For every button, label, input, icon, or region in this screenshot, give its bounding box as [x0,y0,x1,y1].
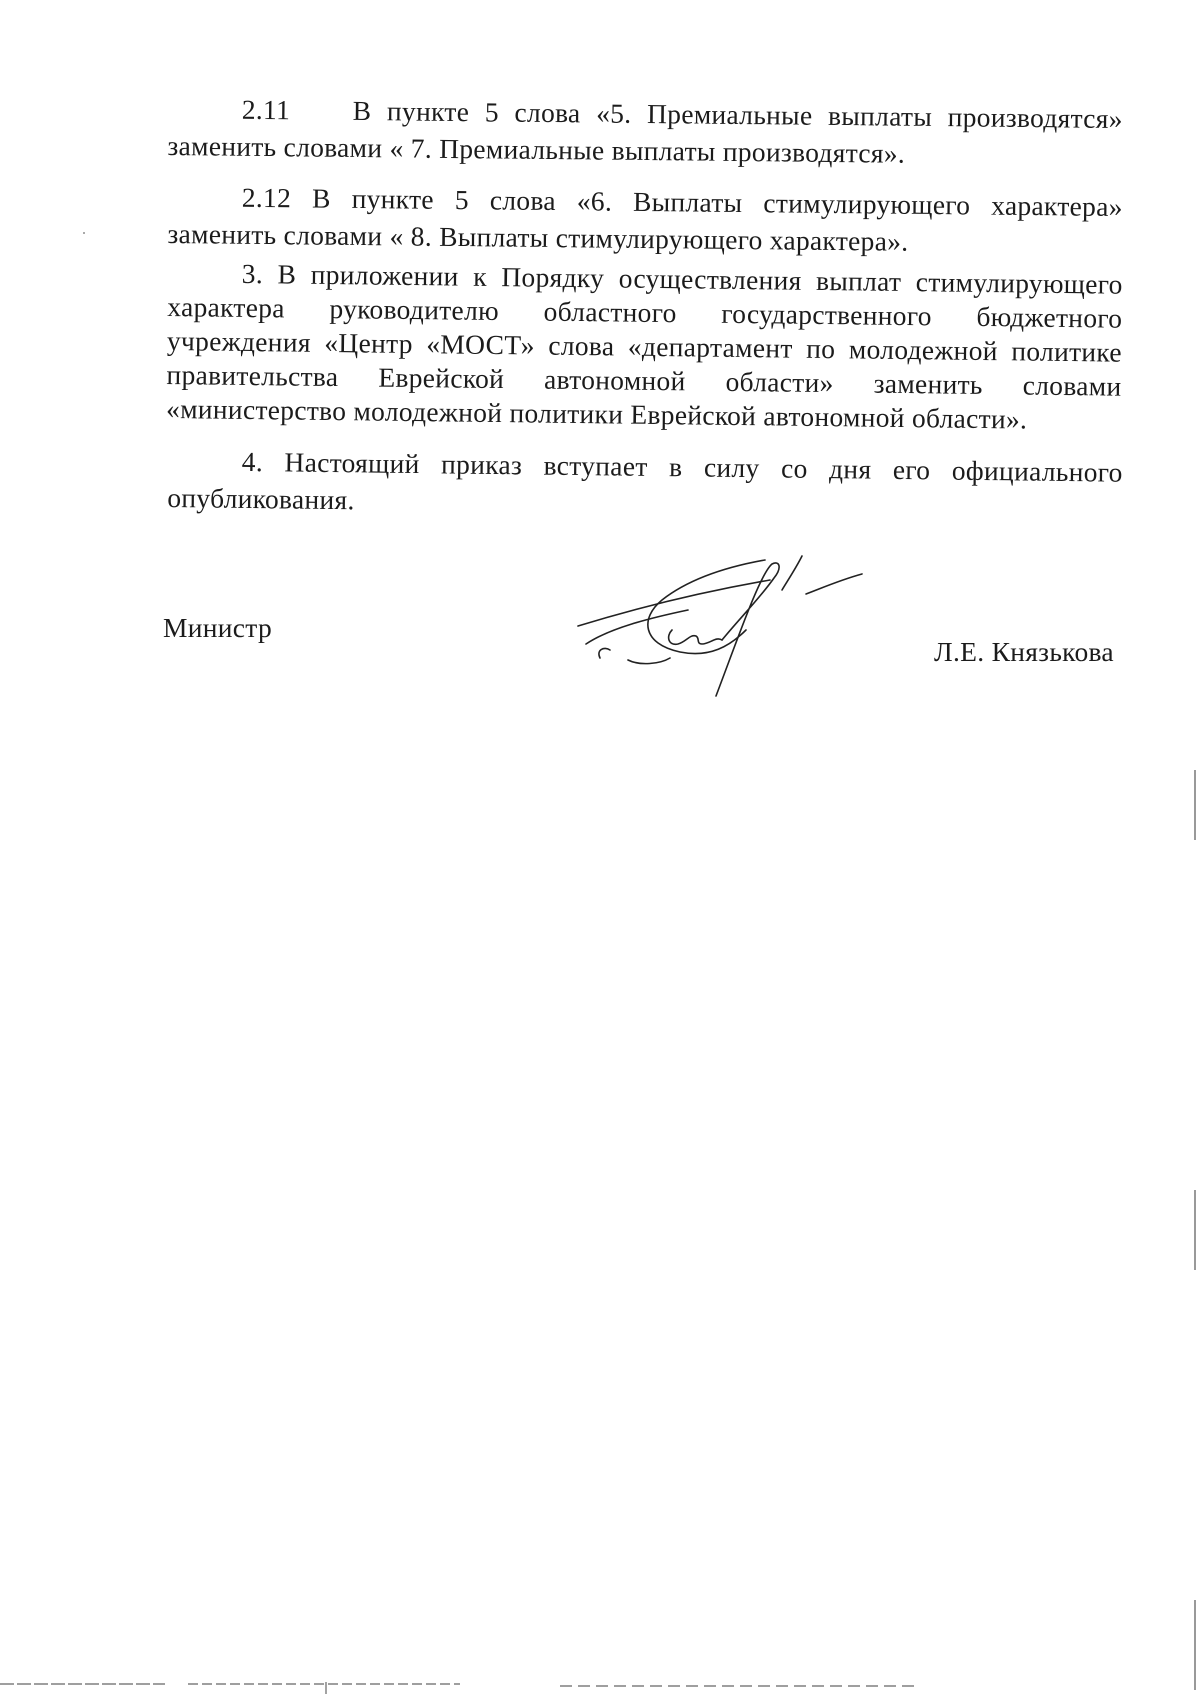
paragraph-2-11 [167,90,1123,174]
paragraph-text: В пункте 5 слова «5. Премиальные выплаты производятся» заменить словами « 7. Премиальные выплаты производятся». [167,94,1123,169]
paragraph-number: 2.12 [241,181,292,214]
paragraph-number: 2.11 [241,93,291,126]
paragraph-number: 3. [241,257,264,290]
paragraph-text: В приложении к Порядку осуществления выплат стимулирующего характера руководителю областного государственного бюджетного учреждения «Центр «МОСТ» слова «департамент по молодежной политике правительства Еврейской автономной области» заменить словами «министерство молодежной политики Еврейской автономной области». [165,258,1123,435]
scan-artifact [1194,1190,1196,1270]
handwritten-signature [570,548,910,708]
paragraph-3 [166,256,1123,438]
paragraph-4 [167,442,1123,528]
signatory-name: Л.Е. Князькова [934,636,1114,667]
scan-artifact-bottom-edge [0,1680,1200,1696]
paragraph-number: 4. [241,445,264,478]
scan-artifact [1194,770,1196,840]
paragraph-text: В пункте 5 слова «6. Выплаты стимулирующего характера» заменить словами « 8. Выплаты стимулирующего характера». [167,182,1123,257]
paragraph-2-12 [167,178,1123,262]
paragraph-text: Настоящий приказ вступает в силу со дня его официального опубликования. [167,446,1123,516]
scan-artifact [83,232,85,234]
signatory-position: Министр [163,612,273,643]
scan-artifact [1194,1600,1196,1690]
